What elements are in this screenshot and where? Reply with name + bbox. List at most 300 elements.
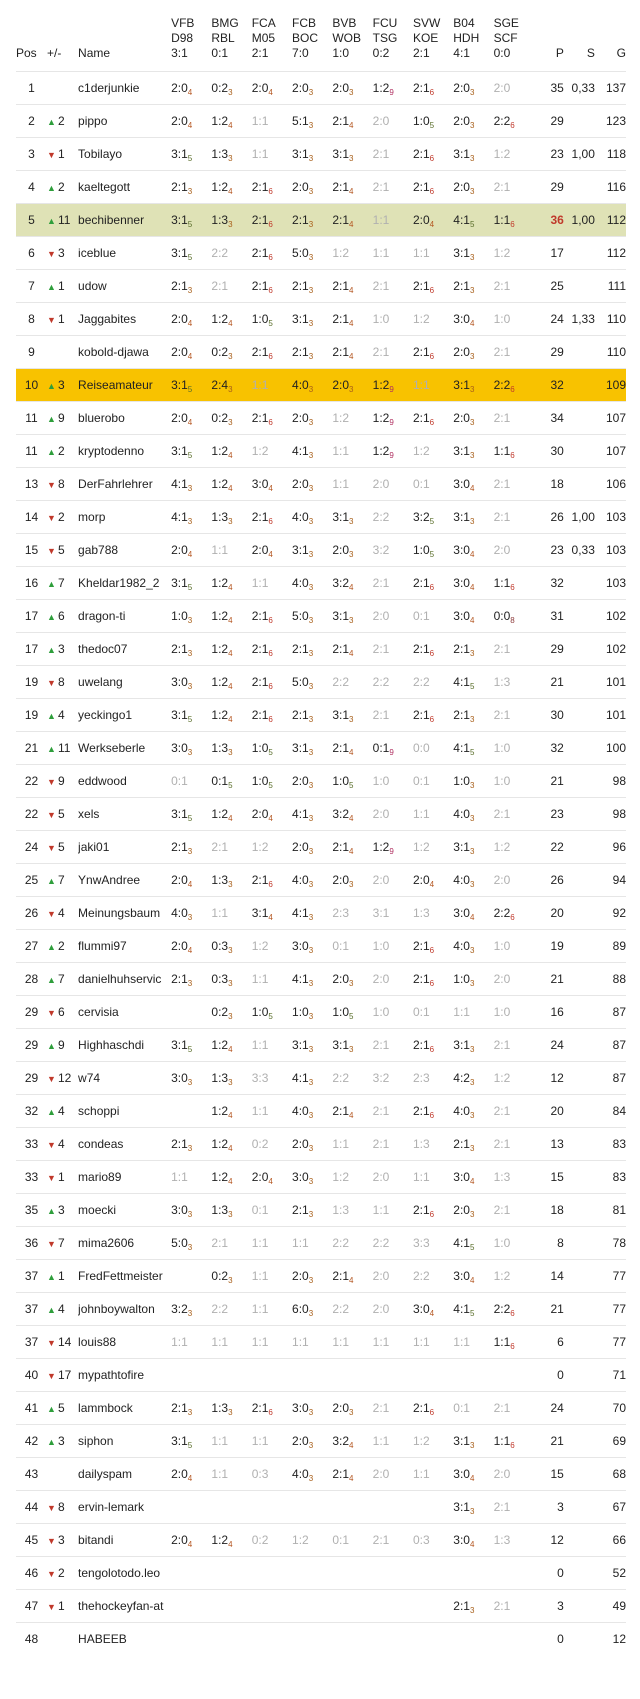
tip-score: 1:1 <box>493 1335 511 1349</box>
row-name[interactable]: bechibenner <box>78 204 171 237</box>
tip-score: 2:0 <box>171 1533 188 1547</box>
row-name[interactable]: louis88 <box>78 1326 171 1359</box>
table-row[interactable] <box>16 72 626 105</box>
row-tip <box>252 303 292 336</box>
row-s <box>564 270 595 303</box>
tip-score: 1:2 <box>412 444 430 458</box>
tip-score: 1:1 <box>453 1335 470 1349</box>
row-diff <box>47 1458 78 1491</box>
row-name[interactable]: kryptodenno <box>78 435 171 468</box>
tip-score: 4:0 <box>292 1104 309 1118</box>
row-name[interactable]: dailyspam <box>78 1458 171 1491</box>
col-match-6[interactable] <box>373 16 413 72</box>
table-row[interactable] <box>16 435 626 468</box>
row-tip <box>332 831 372 864</box>
row-points: 24 <box>534 1392 564 1425</box>
row-tip <box>453 336 493 369</box>
tip-points: 6 <box>429 1045 435 1054</box>
col-points[interactable]: P <box>555 46 564 60</box>
table-row[interactable] <box>16 1128 626 1161</box>
tip-points: 6 <box>268 682 273 691</box>
tip-points: 3 <box>308 649 314 658</box>
row-tip <box>413 765 453 798</box>
row-name[interactable]: dragon-ti <box>78 600 171 633</box>
tip-score: 2:0 <box>412 873 430 887</box>
table-row[interactable] <box>16 1062 626 1095</box>
row-tip <box>332 765 372 798</box>
row-total: 87 <box>595 996 626 1029</box>
tip-score: 1:0 <box>493 774 511 788</box>
table-row[interactable] <box>16 468 626 501</box>
tip-score: 2:1 <box>372 1401 390 1415</box>
col-match-2[interactable] <box>211 16 251 72</box>
tip-score: 2:1 <box>493 1104 511 1118</box>
row-tip <box>373 303 413 336</box>
tip-score: 1:1 <box>251 378 269 392</box>
tip-score: 2:0 <box>372 1302 390 1316</box>
tip-score: 1:3 <box>332 1203 350 1217</box>
arrow-up-icon: ▲ <box>47 117 56 127</box>
tip-score: 1:2 <box>211 675 229 689</box>
table-row[interactable] <box>16 1326 626 1359</box>
row-tip <box>252 1524 292 1557</box>
table-row[interactable] <box>16 1392 626 1425</box>
row-tip <box>453 237 493 270</box>
table-row[interactable] <box>16 369 626 402</box>
col-match-7[interactable] <box>413 16 453 72</box>
table-row[interactable] <box>16 1293 626 1326</box>
tip-points: 3 <box>228 88 233 97</box>
col-diff[interactable]: +/- <box>47 46 62 60</box>
table-row[interactable] <box>16 1458 626 1491</box>
table-row[interactable] <box>16 897 626 930</box>
row-tip <box>494 930 534 963</box>
row-pos: 47 <box>16 1590 47 1623</box>
tip-score: 4:1 <box>453 1302 470 1316</box>
row-name[interactable]: HABEEB <box>78 1623 171 1656</box>
tip-points: 3 <box>308 748 314 757</box>
row-name[interactable]: YnwAndree <box>78 864 171 897</box>
arrow-up-icon: ▲ <box>47 645 56 655</box>
tip-points: 3 <box>469 451 475 460</box>
tip-score: 2:1 <box>493 1038 511 1052</box>
row-name[interactable]: mypathtofire <box>78 1359 171 1392</box>
row-tip <box>332 996 372 1029</box>
row-pos: 43 <box>16 1458 47 1491</box>
tip-score: 3:1 <box>453 510 470 524</box>
row-tip <box>171 567 211 600</box>
table-row[interactable] <box>16 765 626 798</box>
row-tip <box>211 468 251 501</box>
tip-score: 0:0 <box>493 609 511 623</box>
tip-points: 3 <box>469 847 475 856</box>
table-row[interactable] <box>16 864 626 897</box>
tip-score: 4:0 <box>292 576 309 590</box>
row-pos: 27 <box>16 930 47 963</box>
row-tip <box>453 468 493 501</box>
tip-points: 8 <box>510 616 515 625</box>
row-pos: 37 <box>16 1293 47 1326</box>
tip-points: 5 <box>187 154 193 163</box>
tip-points: 4 <box>228 715 233 724</box>
diff-value: 3 <box>57 1533 65 1547</box>
row-tip <box>332 1590 372 1623</box>
table-row[interactable] <box>16 1590 626 1623</box>
tip-points: 6 <box>268 187 273 196</box>
row-tip <box>292 435 332 468</box>
row-tip <box>494 402 534 435</box>
tip-points: 4 <box>187 880 193 889</box>
row-diff <box>47 600 78 633</box>
row-name[interactable]: w74 <box>78 1062 171 1095</box>
tip-points: 3 <box>187 1408 193 1417</box>
row-pos: 15 <box>16 534 47 567</box>
row-tip <box>292 864 332 897</box>
diff-value: 2 <box>57 1566 65 1580</box>
row-name[interactable]: kobold-djawa <box>78 336 171 369</box>
table-row[interactable] <box>16 666 626 699</box>
row-tip <box>332 1293 372 1326</box>
row-tip <box>211 633 251 666</box>
table-row[interactable] <box>16 567 626 600</box>
match-away: D98 <box>171 31 194 45</box>
row-pos: 28 <box>16 963 47 996</box>
row-total: 118 <box>595 138 626 171</box>
row-tip <box>252 1557 292 1590</box>
row-points: 14 <box>534 1260 564 1293</box>
tip-points: 3 <box>187 682 193 691</box>
tip-score: 2:2 <box>372 1236 390 1250</box>
row-tip <box>171 996 211 1029</box>
table-row[interactable] <box>16 996 626 1029</box>
row-name[interactable]: Werkseberle <box>78 732 171 765</box>
row-tip <box>373 1128 413 1161</box>
col-match-1[interactable] <box>171 16 211 72</box>
row-total: 78 <box>595 1227 626 1260</box>
row-total: 107 <box>595 435 626 468</box>
row-tip <box>494 1062 534 1095</box>
tip-points: 3 <box>308 1408 314 1417</box>
row-name[interactable]: Meinungsbaum <box>78 897 171 930</box>
row-name[interactable]: moecki <box>78 1194 171 1227</box>
row-tip <box>252 996 292 1029</box>
diff-value: 5 <box>57 543 65 557</box>
row-name[interactable]: danielhuhservic <box>78 963 171 996</box>
row-diff <box>47 336 78 369</box>
row-tip <box>292 1623 332 1656</box>
tip-score: 2:2 <box>412 1269 430 1283</box>
table-row[interactable] <box>16 600 626 633</box>
row-name[interactable]: siphon <box>78 1425 171 1458</box>
match-away: WOB <box>332 31 361 45</box>
row-tip <box>332 1194 372 1227</box>
row-name[interactable]: yeckingo1 <box>78 699 171 732</box>
row-tip <box>453 1128 493 1161</box>
row-name[interactable]: cervisia <box>78 996 171 1029</box>
tip-score: 3:1 <box>292 741 309 755</box>
tip-score: 1:2 <box>493 840 511 854</box>
col-match-5[interactable] <box>332 16 372 72</box>
table-row[interactable] <box>16 831 626 864</box>
table-row[interactable] <box>16 1029 626 1062</box>
table-row[interactable] <box>16 732 626 765</box>
row-name[interactable]: udow <box>78 270 171 303</box>
row-total: 67 <box>595 1491 626 1524</box>
row-tip <box>252 1623 292 1656</box>
row-name[interactable]: thedoc07 <box>78 633 171 666</box>
row-points: 12 <box>534 1524 564 1557</box>
row-tip <box>332 963 372 996</box>
tip-points: 3 <box>308 484 314 493</box>
row-tip <box>453 303 493 336</box>
table-body <box>16 72 626 1656</box>
tip-points: 4 <box>228 649 233 658</box>
row-points: 19 <box>534 930 564 963</box>
row-name[interactable]: johnboywalton <box>78 1293 171 1326</box>
col-s[interactable]: S <box>586 46 595 60</box>
table-row[interactable] <box>16 501 626 534</box>
tip-score: 3:0 <box>453 477 470 491</box>
row-tip <box>494 600 534 633</box>
col-pos[interactable]: Pos <box>16 46 37 60</box>
row-tip <box>211 204 251 237</box>
tip-score: 0:1 <box>412 477 430 491</box>
row-tip <box>413 996 453 1029</box>
row-name[interactable]: bluerobo <box>78 402 171 435</box>
row-tip <box>332 600 372 633</box>
table-row[interactable] <box>16 1161 626 1194</box>
row-tip <box>373 930 413 963</box>
tip-points: 3 <box>308 1078 314 1087</box>
diff-value: 8 <box>57 1500 65 1514</box>
tip-points: 3 <box>349 550 354 559</box>
row-tip <box>373 1458 413 1491</box>
tip-points: 3 <box>308 781 314 790</box>
tip-points: 3 <box>187 649 193 658</box>
row-name[interactable]: mario89 <box>78 1161 171 1194</box>
row-tip <box>292 402 332 435</box>
row-tip <box>211 270 251 303</box>
row-name[interactable]: jaki01 <box>78 831 171 864</box>
row-name[interactable]: flummi97 <box>78 930 171 963</box>
row-total: 102 <box>595 633 626 666</box>
tip-points: 5 <box>349 781 354 790</box>
row-pos: 4 <box>16 171 47 204</box>
table-row[interactable] <box>16 699 626 732</box>
col-name[interactable]: Name <box>78 46 111 60</box>
row-name[interactable]: pippo <box>78 105 171 138</box>
row-name[interactable]: ervin-lemark <box>78 1491 171 1524</box>
row-name[interactable]: uwelang <box>78 666 171 699</box>
table-row[interactable] <box>16 138 626 171</box>
table-row[interactable] <box>16 105 626 138</box>
table-row[interactable] <box>16 204 626 237</box>
row-s <box>564 567 595 600</box>
row-name[interactable]: xels <box>78 798 171 831</box>
tip-score: 3:1 <box>171 213 188 227</box>
tip-score: 1:2 <box>211 1137 229 1151</box>
row-pos: 40 <box>16 1359 47 1392</box>
table-row[interactable] <box>16 402 626 435</box>
tip-points: 3 <box>469 814 475 823</box>
tip-score: 2:1 <box>372 1137 390 1151</box>
table-row[interactable] <box>16 1359 626 1392</box>
row-points: 29 <box>534 336 564 369</box>
row-tip <box>373 402 413 435</box>
row-pos: 33 <box>16 1161 47 1194</box>
table-row[interactable] <box>16 798 626 831</box>
row-name[interactable]: thehockeyfan-at <box>78 1590 171 1623</box>
row-name[interactable]: gab788 <box>78 534 171 567</box>
table-row[interactable] <box>16 930 626 963</box>
row-tip <box>413 1128 453 1161</box>
table-row[interactable] <box>16 1491 626 1524</box>
tip-points: 6 <box>429 154 435 163</box>
table-row[interactable] <box>16 303 626 336</box>
row-tip <box>211 1227 251 1260</box>
arrow-up-icon: ▲ <box>47 711 56 721</box>
row-tip <box>332 171 372 204</box>
table-row[interactable] <box>16 1194 626 1227</box>
tip-score: 2:1 <box>493 642 511 656</box>
tip-score: 2:1 <box>412 939 430 953</box>
col-match-3[interactable] <box>252 16 292 72</box>
table-row[interactable] <box>16 633 626 666</box>
row-name[interactable]: Tobilayo <box>78 138 171 171</box>
tip-points: 6 <box>510 583 515 592</box>
tip-score: 1:3 <box>211 510 229 524</box>
row-diff <box>47 996 78 1029</box>
row-tip <box>494 1359 534 1392</box>
row-name[interactable]: Highhaschdi <box>78 1029 171 1062</box>
table-row[interactable] <box>16 1557 626 1590</box>
table-row[interactable] <box>16 1425 626 1458</box>
row-name[interactable]: mima2606 <box>78 1227 171 1260</box>
row-points: 31 <box>534 600 564 633</box>
row-tip <box>453 1557 493 1590</box>
row-s <box>564 1359 595 1392</box>
table-row[interactable] <box>16 1524 626 1557</box>
col-match-8[interactable] <box>453 16 493 72</box>
table-row[interactable] <box>16 1227 626 1260</box>
row-name[interactable]: eddwood <box>78 765 171 798</box>
tip-points: 3 <box>228 748 233 757</box>
row-tip <box>332 1227 372 1260</box>
row-tip <box>494 798 534 831</box>
row-tip <box>494 963 534 996</box>
row-tip <box>292 1128 332 1161</box>
row-points: 21 <box>534 765 564 798</box>
tip-points: 4 <box>268 550 273 559</box>
row-tip <box>211 1029 251 1062</box>
row-name[interactable]: DerFahrlehrer <box>78 468 171 501</box>
table-row[interactable] <box>16 171 626 204</box>
row-tip <box>332 1458 372 1491</box>
col-match-9[interactable] <box>494 16 534 72</box>
row-name[interactable]: Reiseamateur <box>78 369 171 402</box>
tip-points: 3 <box>469 286 475 295</box>
row-name[interactable]: lammbock <box>78 1392 171 1425</box>
diff-value: 12 <box>57 1071 72 1085</box>
tip-points: 6 <box>429 88 435 97</box>
row-name[interactable]: Jaggabites <box>78 303 171 336</box>
table-row[interactable] <box>16 1260 626 1293</box>
table-row[interactable] <box>16 270 626 303</box>
table-row[interactable] <box>16 336 626 369</box>
tip-score: 2:1 <box>251 213 269 227</box>
table-row[interactable] <box>16 1623 626 1656</box>
row-name[interactable]: FredFettmeister <box>78 1260 171 1293</box>
tip-score: 2:2 <box>372 675 390 689</box>
row-tip <box>494 633 534 666</box>
tip-points: 3 <box>349 616 354 625</box>
row-name[interactable]: morp <box>78 501 171 534</box>
table-row[interactable] <box>16 963 626 996</box>
row-tip <box>373 468 413 501</box>
row-name[interactable]: tengolotodo.leo <box>78 1557 171 1590</box>
row-tip <box>211 567 251 600</box>
row-diff <box>47 732 78 765</box>
row-s <box>564 1260 595 1293</box>
tip-score: 1:0 <box>171 609 188 623</box>
row-tip <box>494 1491 534 1524</box>
tip-score: 5:0 <box>292 246 309 260</box>
tip-score: 2:1 <box>251 609 269 623</box>
row-tip <box>211 1095 251 1128</box>
row-name[interactable]: Kheldar1982_2 <box>78 567 171 600</box>
row-pos: 9 <box>16 336 47 369</box>
tip-score: 1:1 <box>372 1434 390 1448</box>
row-tip <box>171 237 211 270</box>
diff-value: 3 <box>57 642 65 656</box>
col-total[interactable]: G <box>616 46 626 60</box>
tip-score: 0:1 <box>372 741 390 755</box>
row-s <box>564 963 595 996</box>
row-tip <box>494 1293 534 1326</box>
row-name[interactable]: bitandi <box>78 1524 171 1557</box>
tip-points: 3 <box>308 220 314 229</box>
ranking-table <box>16 16 626 1655</box>
tip-score: 1:1 <box>372 246 390 260</box>
row-s <box>564 369 595 402</box>
tip-score: 3:0 <box>292 1170 309 1184</box>
tip-score: 3:3 <box>251 1071 269 1085</box>
col-match-4[interactable] <box>292 16 332 72</box>
row-name[interactable]: iceblue <box>78 237 171 270</box>
row-tip <box>453 72 493 105</box>
row-tip <box>252 402 292 435</box>
row-tip <box>453 1062 493 1095</box>
table-row[interactable] <box>16 237 626 270</box>
tip-score: 6:0 <box>292 1302 309 1316</box>
row-total: 69 <box>595 1425 626 1458</box>
table-row[interactable] <box>16 1095 626 1128</box>
match-home: FCU <box>372 16 398 30</box>
row-tip <box>453 930 493 963</box>
row-name[interactable]: condeas <box>78 1128 171 1161</box>
diff-value: 2 <box>57 444 65 458</box>
row-tip <box>292 1260 332 1293</box>
row-name[interactable]: c1derjunkie <box>78 72 171 105</box>
row-name[interactable]: schoppi <box>78 1095 171 1128</box>
row-name[interactable]: kaeltegott <box>78 171 171 204</box>
row-tip <box>494 996 534 1029</box>
row-tip <box>373 732 413 765</box>
table-row[interactable] <box>16 534 626 567</box>
tip-score: 4:1 <box>453 675 470 689</box>
row-tip <box>413 72 453 105</box>
row-tip <box>373 666 413 699</box>
